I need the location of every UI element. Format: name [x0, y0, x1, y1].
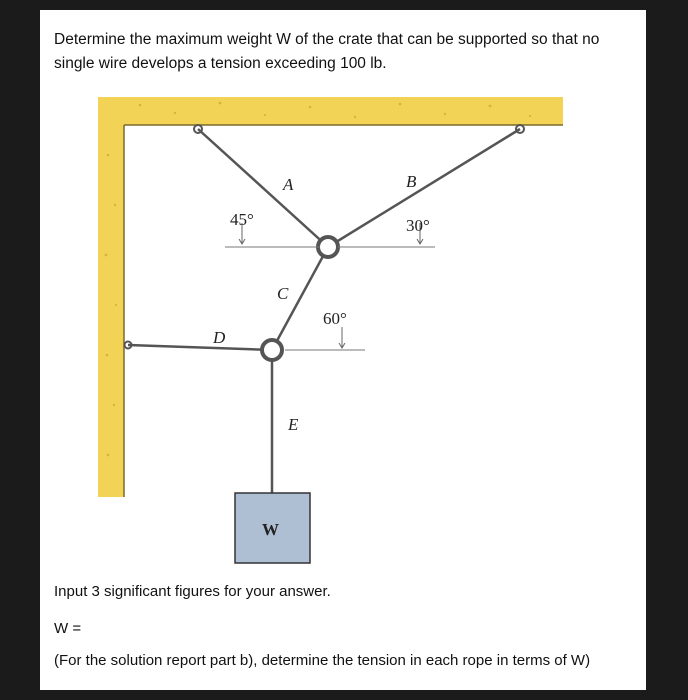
wall [98, 97, 124, 497]
question-text: Determine the maximum weight W of the crate that can be supported so that no single wire develops a tension exceeding 100 lb. [54, 31, 600, 72]
report-note: (For the solution report part b), determine the tension in each rope in terms of W) [54, 652, 591, 669]
label-w: W [262, 520, 279, 539]
question-card [40, 10, 646, 690]
angle-45: 45° [230, 210, 254, 229]
ring-upper-icon [318, 237, 338, 257]
label-c: C [277, 284, 289, 303]
wire-a [198, 129, 328, 247]
label-b: B [406, 172, 417, 191]
instructions-text: Input 3 significant figures for your answer. [54, 583, 331, 600]
arrow-60-icon [339, 327, 345, 348]
angle-60: 60° [323, 309, 347, 328]
wire-d [128, 345, 272, 350]
ring-lower-icon [262, 340, 282, 360]
statics-figure [80, 95, 580, 565]
answer-input[interactable] [85, 617, 209, 639]
label-e: E [288, 415, 299, 434]
ceiling [98, 97, 563, 125]
label-d: D [213, 328, 226, 347]
label-a: A [283, 175, 294, 194]
angle-30: 30° [406, 216, 430, 235]
answer-row [54, 617, 209, 639]
answer-label: W = [54, 619, 82, 637]
